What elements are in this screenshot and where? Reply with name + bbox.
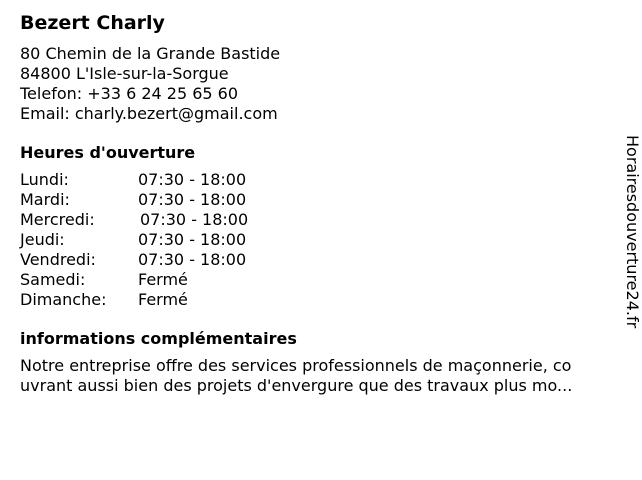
hours-time: 07:30 - 18:00 (138, 190, 247, 209)
hours-time: 07:30 - 18:00 (138, 230, 247, 249)
hours-row-tuesday (20, 190, 620, 210)
hours-time: Fermé (138, 270, 188, 289)
hours-day: Vendredi: (20, 250, 96, 269)
hours-day: Dimanche: (20, 290, 107, 309)
business-name: Bezert Charly (20, 12, 165, 34)
hours-time: 07:30 - 18:00 (138, 170, 247, 189)
email-line: Email: charly.bezert@gmail.com (20, 104, 278, 123)
hours-day: Jeudi: (20, 230, 65, 249)
hours-time: 07:30 - 18:00 (138, 250, 247, 269)
watermark-text: Horairesdouverture24.fr (623, 135, 642, 329)
additional-info-title: informations complémentaires (20, 329, 297, 348)
address-line-1: 80 Chemin de la Grande Bastide (20, 44, 281, 63)
phone-line: Telefon: +33 6 24 25 65 60 (20, 84, 239, 103)
hours-day: Mardi: (20, 190, 70, 209)
hours-day: Samedi: (20, 270, 86, 289)
hours-row-thursday (20, 230, 620, 250)
description-line-2: uvrant aussi bien des projets d'envergure que des travaux plus mo... (20, 376, 573, 395)
hours-day: Lundi: (20, 170, 69, 189)
hours-row-saturday (20, 270, 620, 290)
hours-row-monday (20, 170, 620, 190)
hours-row-friday (20, 250, 620, 270)
hours-time: Fermé (138, 290, 188, 309)
opening-hours-title: Heures d'ouverture (20, 143, 196, 162)
description-line-1: Notre entreprise offre des services professionnels de maçonnerie, co (20, 356, 572, 375)
hours-row-wednesday (20, 210, 620, 230)
hours-day: Mercredi: (20, 210, 95, 229)
business-card (20, 10, 620, 396)
address-line-2: 84800 L'Isle-sur-la-Sorgue (20, 64, 229, 83)
hours-time: 07:30 - 18:00 (140, 210, 249, 229)
hours-row-sunday (20, 290, 620, 310)
